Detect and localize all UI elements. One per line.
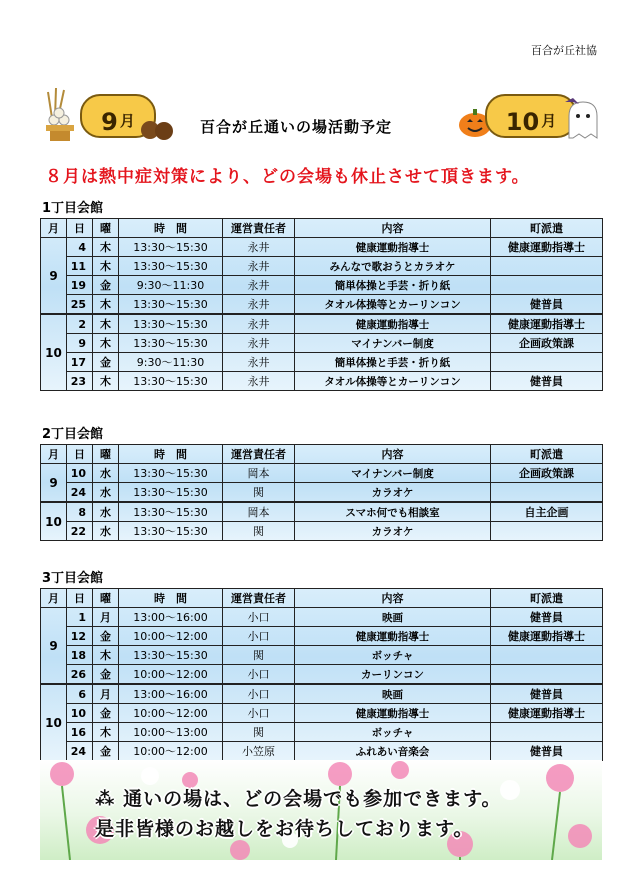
dispatch-cell: 健普員	[491, 742, 603, 761]
column-header: 町派遣	[491, 219, 603, 238]
wd-cell: 木	[93, 646, 119, 665]
column-header: 内容	[295, 219, 491, 238]
section-3chome	[40, 570, 602, 761]
column-header: 曜	[93, 219, 119, 238]
dispatch-cell: 企画政策課	[491, 334, 603, 353]
dispatch-cell: 健康運動指導士	[491, 704, 603, 723]
footer-line-1: ⁂ 通いの場は、どの会場でも参加できます。	[95, 788, 502, 810]
table-row	[41, 742, 603, 761]
table-row	[41, 704, 603, 723]
manager-cell: 小口	[223, 665, 295, 685]
dispatch-cell	[491, 353, 603, 372]
wd-cell: 木	[93, 257, 119, 276]
manager-cell: 小口	[223, 684, 295, 704]
table-row	[41, 464, 603, 483]
manager-cell: 小口	[223, 704, 295, 723]
content-cell: 健康運動指導士	[295, 238, 491, 257]
content-cell: マイナンバー制度	[295, 334, 491, 353]
dispatch-cell: 自主企画	[491, 502, 603, 522]
footer-banner	[40, 760, 602, 860]
content-cell: 映画	[295, 608, 491, 627]
time-cell: 13:30～15:30	[119, 502, 223, 522]
column-header: 運営責任者	[223, 589, 295, 608]
day-cell: 23	[67, 372, 93, 391]
column-header: 運営責任者	[223, 219, 295, 238]
table-row	[41, 684, 603, 704]
manager-cell: 永井	[223, 353, 295, 372]
month-badge-september: 9 月	[80, 94, 156, 138]
time-cell: 10:00～12:00	[119, 704, 223, 723]
manager-cell: 関	[223, 723, 295, 742]
table-header-row	[41, 445, 603, 464]
time-cell: 13:30～15:30	[119, 257, 223, 276]
table-row	[41, 665, 603, 685]
dispatch-cell	[491, 646, 603, 665]
time-cell: 13:30～15:30	[119, 238, 223, 257]
content-cell: 健康運動指導士	[295, 314, 491, 334]
content-cell: カラオケ	[295, 483, 491, 503]
table-row	[41, 295, 603, 315]
footer-line-2: 是非皆様のお越しをお待ちしております。	[95, 818, 474, 840]
table-row	[41, 257, 603, 276]
day-cell: 1	[67, 608, 93, 627]
table-row	[41, 646, 603, 665]
wd-cell: 木	[93, 372, 119, 391]
section-title: 1丁目会館	[42, 201, 104, 216]
wd-cell: 月	[93, 684, 119, 704]
manager-cell: 永井	[223, 276, 295, 295]
manager-cell: 関	[223, 646, 295, 665]
content-cell: タオル体操等とカーリンコン	[295, 372, 491, 391]
dispatch-cell	[491, 483, 603, 503]
schedule-table	[40, 218, 603, 391]
wd-cell: 金	[93, 353, 119, 372]
day-cell: 17	[67, 353, 93, 372]
wd-cell: 水	[93, 502, 119, 522]
month-cell: 10	[41, 684, 67, 761]
content-cell: 健康運動指導士	[295, 627, 491, 646]
sparkle-icon: ⁂	[95, 788, 124, 810]
manager-cell: 関	[223, 483, 295, 503]
section-2chome	[40, 426, 602, 541]
day-cell: 19	[67, 276, 93, 295]
wd-cell: 水	[93, 464, 119, 483]
time-cell: 13:30～15:30	[119, 483, 223, 503]
time-cell: 10:00～12:00	[119, 665, 223, 685]
column-header: 曜	[93, 589, 119, 608]
schedule-table	[40, 444, 603, 541]
day-cell: 18	[67, 646, 93, 665]
table-row	[41, 723, 603, 742]
section-title: 3丁目会館	[42, 571, 104, 586]
day-cell: 24	[67, 742, 93, 761]
wd-cell: 木	[93, 314, 119, 334]
column-header: 町派遣	[491, 445, 603, 464]
table-header-row	[41, 589, 603, 608]
manager-cell: 関	[223, 522, 295, 541]
table-row	[41, 314, 603, 334]
wd-cell: 水	[93, 522, 119, 541]
day-cell: 12	[67, 627, 93, 646]
table-row	[41, 276, 603, 295]
column-header: 時 間	[119, 589, 223, 608]
content-cell: カーリンコン	[295, 665, 491, 685]
table-row	[41, 372, 603, 391]
column-header: 月	[41, 589, 67, 608]
column-header: 時 間	[119, 219, 223, 238]
month-cell: 9	[41, 238, 67, 315]
manager-cell: 永井	[223, 372, 295, 391]
closure-notice: ８月は熱中症対策により、どの会場も休止させて頂きます。	[45, 167, 530, 187]
manager-cell: 小笠原	[223, 742, 295, 761]
column-header: 運営責任者	[223, 445, 295, 464]
section-title: 2丁目会館	[42, 427, 104, 442]
content-cell: 映画	[295, 684, 491, 704]
wd-cell: 金	[93, 704, 119, 723]
month-badge-october: 10 月	[485, 94, 577, 138]
day-cell: 24	[67, 483, 93, 503]
month-cell: 9	[41, 608, 67, 685]
content-cell: マイナンバー制度	[295, 464, 491, 483]
time-cell: 13:00～16:00	[119, 608, 223, 627]
content-cell: カラオケ	[295, 522, 491, 541]
wd-cell: 金	[93, 627, 119, 646]
dispatch-cell	[491, 665, 603, 685]
column-header: 内容	[295, 589, 491, 608]
content-cell: 簡単体操と手芸・折り紙	[295, 353, 491, 372]
wd-cell: 水	[93, 483, 119, 503]
organization-name: 百合が丘社協	[531, 44, 597, 57]
time-cell: 13:30～15:30	[119, 372, 223, 391]
dispatch-cell: 健普員	[491, 295, 603, 315]
time-cell: 13:30～15:30	[119, 334, 223, 353]
day-cell: 16	[67, 723, 93, 742]
column-header: 日	[67, 445, 93, 464]
time-cell: 13:30～15:30	[119, 464, 223, 483]
day-cell: 25	[67, 295, 93, 315]
content-cell: ボッチャ	[295, 646, 491, 665]
time-cell: 10:00～13:00	[119, 723, 223, 742]
dispatch-cell	[491, 257, 603, 276]
chestnut-icon	[140, 116, 176, 142]
day-cell: 8	[67, 502, 93, 522]
day-cell: 10	[67, 464, 93, 483]
column-header: 日	[67, 589, 93, 608]
dispatch-cell	[491, 276, 603, 295]
content-cell: 簡単体操と手芸・折り紙	[295, 276, 491, 295]
wd-cell: 金	[93, 742, 119, 761]
wd-cell: 木	[93, 334, 119, 353]
dispatch-cell: 健普員	[491, 608, 603, 627]
manager-cell: 永井	[223, 257, 295, 276]
content-cell: ふれあい音楽会	[295, 742, 491, 761]
day-cell: 9	[67, 334, 93, 353]
time-cell: 13:30～15:30	[119, 522, 223, 541]
wd-cell: 木	[93, 238, 119, 257]
dispatch-cell: 企画政策課	[491, 464, 603, 483]
manager-cell: 小口	[223, 608, 295, 627]
manager-cell: 永井	[223, 334, 295, 353]
manager-cell: 永井	[223, 314, 295, 334]
wd-cell: 木	[93, 723, 119, 742]
wd-cell: 金	[93, 276, 119, 295]
manager-cell: 岡本	[223, 502, 295, 522]
dispatch-cell: 健康運動指導士	[491, 627, 603, 646]
day-cell: 2	[67, 314, 93, 334]
table-row	[41, 627, 603, 646]
wd-cell: 月	[93, 608, 119, 627]
tsukimi-dango-icon	[40, 88, 80, 144]
time-cell: 13:30～15:30	[119, 295, 223, 315]
month-cell: 10	[41, 314, 67, 391]
column-header: 曜	[93, 445, 119, 464]
table-row	[41, 502, 603, 522]
manager-cell: 永井	[223, 238, 295, 257]
page-title: 百合が丘通いの場活動予定	[200, 118, 393, 136]
dispatch-cell	[491, 522, 603, 541]
time-cell: 13:00～16:00	[119, 684, 223, 704]
header	[40, 88, 600, 150]
table-row	[41, 608, 603, 627]
time-cell: 13:30～15:30	[119, 646, 223, 665]
table-row	[41, 483, 603, 503]
column-header: 月	[41, 219, 67, 238]
dispatch-cell: 健康運動指導士	[491, 314, 603, 334]
column-header: 月	[41, 445, 67, 464]
table-row	[41, 353, 603, 372]
column-header: 内容	[295, 445, 491, 464]
manager-cell: 小口	[223, 627, 295, 646]
section-1chome	[40, 200, 602, 391]
table-row	[41, 334, 603, 353]
day-cell: 11	[67, 257, 93, 276]
time-cell: 10:00～12:00	[119, 627, 223, 646]
wd-cell: 金	[93, 665, 119, 685]
day-cell: 6	[67, 684, 93, 704]
manager-cell: 永井	[223, 295, 295, 315]
ghost-icon	[565, 98, 601, 142]
schedule-table	[40, 588, 603, 761]
content-cell: スマホ何でも相談室	[295, 502, 491, 522]
time-cell: 9:30～11:30	[119, 353, 223, 372]
dispatch-cell: 健康運動指導士	[491, 238, 603, 257]
time-cell: 13:30～15:30	[119, 314, 223, 334]
content-cell: みんなで歌おうとカラオケ	[295, 257, 491, 276]
wd-cell: 木	[93, 295, 119, 315]
column-header: 日	[67, 219, 93, 238]
day-cell: 26	[67, 665, 93, 685]
month-cell: 10	[41, 502, 67, 541]
day-cell: 22	[67, 522, 93, 541]
column-header: 時 間	[119, 445, 223, 464]
dispatch-cell: 健普員	[491, 684, 603, 704]
table-row	[41, 238, 603, 257]
month-cell: 9	[41, 464, 67, 503]
column-header: 町派遣	[491, 589, 603, 608]
dispatch-cell: 健普員	[491, 372, 603, 391]
content-cell: ボッチャ	[295, 723, 491, 742]
table-header-row	[41, 219, 603, 238]
content-cell: タオル体操等とカーリンコン	[295, 295, 491, 315]
dispatch-cell	[491, 723, 603, 742]
manager-cell: 岡本	[223, 464, 295, 483]
time-cell: 9:30～11:30	[119, 276, 223, 295]
content-cell: 健康運動指導士	[295, 704, 491, 723]
table-row	[41, 522, 603, 541]
day-cell: 10	[67, 704, 93, 723]
time-cell: 10:00～12:00	[119, 742, 223, 761]
day-cell: 4	[67, 238, 93, 257]
